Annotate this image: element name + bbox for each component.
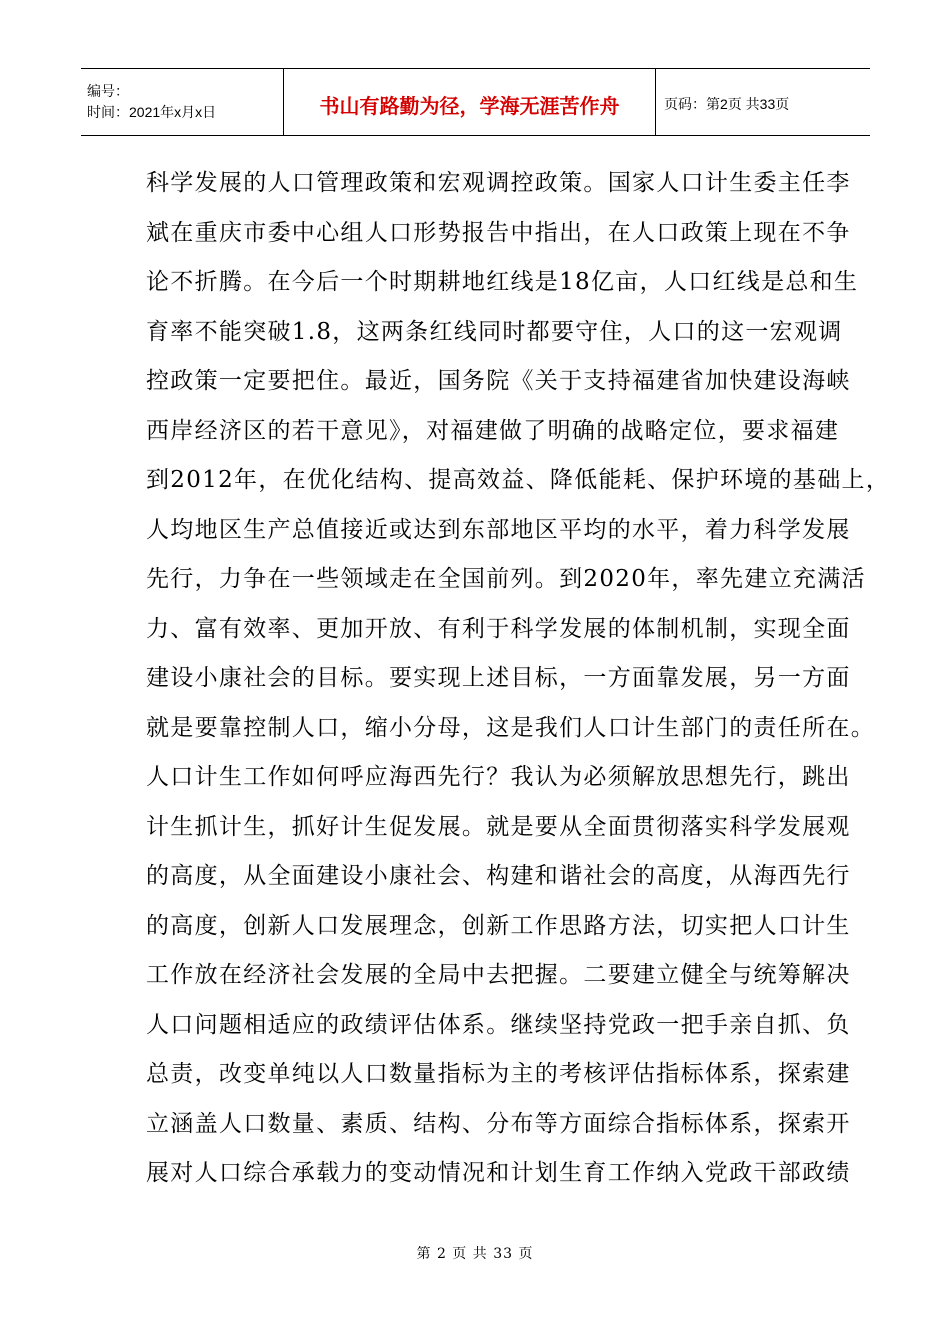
page-header — [81, 68, 870, 136]
text-line: 的高度，从全面建设小康社会、构建和谐社会的高度，从海西先行 — [146, 863, 851, 889]
text-line: 斌在重庆市委中心组人口形势报告中指出，在人口政策上现在不争 — [146, 219, 851, 246]
text-line: 科学发展的人口管理政策和宏观调控政策。国家人口计生委主任李 — [146, 170, 851, 196]
text-line: 人口计生工作如何呼应海西先行？我认为必须解放思想先行，跳出 — [146, 764, 851, 790]
text-line: 控政策一定要把住。最近，国务院《关于支持福建省加快建设海峡 — [146, 368, 851, 394]
text-line: 到2012年，在优化结构、提高效益、降低能耗、保护环境的基础上， — [146, 467, 891, 493]
text-line: 计生抓计生，抓好计生促发展。就是要从全面贯彻落实科学发展观 — [146, 813, 851, 840]
document-body — [146, 165, 891, 1205]
text-line: 论不折腾。在今后一个时期耕地红线是18亿亩，人口红线是总和生 — [146, 269, 859, 295]
page-info-text: 页码：第2页 共33页 — [664, 96, 790, 112]
text-line: 总责，改变单纯以人口数量指标为主的考核评估指标体系，探索建 — [146, 1061, 851, 1087]
text-line: 人口问题相适应的政绩评估体系。继续坚持党政一把手亲自抓、负 — [146, 1011, 851, 1038]
page-footer — [0, 1243, 950, 1263]
text-line: 的高度，创新人口发展理念，创新工作思路方法，切实把人口计生 — [146, 912, 851, 939]
header-page-info — [656, 69, 870, 135]
motto-text: 书山有路勤为径，学海无涯苦作舟 — [319, 93, 620, 118]
text-line: 力、富有效率、更加开放、有利于科学发展的体制机制，实现全面 — [146, 615, 851, 642]
text-line: 立涵盖人口数量、素质、结构、分布等方面综合指标体系，探索开 — [146, 1110, 851, 1137]
footer-page-number: 第 2 页 共 33 页 — [416, 1246, 534, 1262]
text-line: 建设小康社会的目标。要实现上述目标，一方面靠发展，另一方面 — [146, 665, 851, 691]
header-meta — [81, 69, 284, 135]
text-line: 就是要靠控制人口，缩小分母，这是我们人口计生部门的责任所在。 — [146, 714, 875, 741]
number-label: 编号： — [87, 83, 129, 99]
text-line: 工作放在经济社会发展的全局中去把握。二要建立健全与统筹解决 — [146, 962, 851, 988]
time-label: 时间：2021年x月x日 — [87, 104, 217, 120]
header-motto — [284, 69, 656, 135]
text-line: 育率不能突破1.8，这两条红线同时都要守住，人口的这一宏观调 — [146, 318, 843, 345]
text-line: 西岸经济区的若干意见》，对福建做了明确的战略定位，要求福建 — [146, 417, 840, 444]
text-line: 展对人口综合承载力的变动情况和计划生育工作纳入党政干部政绩 — [146, 1160, 851, 1186]
text-line: 先行，力争在一些领域走在全国前列。到2020年，率先建立充满活 — [146, 566, 866, 592]
text-line: 人均地区生产总值接近或达到东部地区平均的水平，着力科学发展 — [146, 516, 851, 543]
